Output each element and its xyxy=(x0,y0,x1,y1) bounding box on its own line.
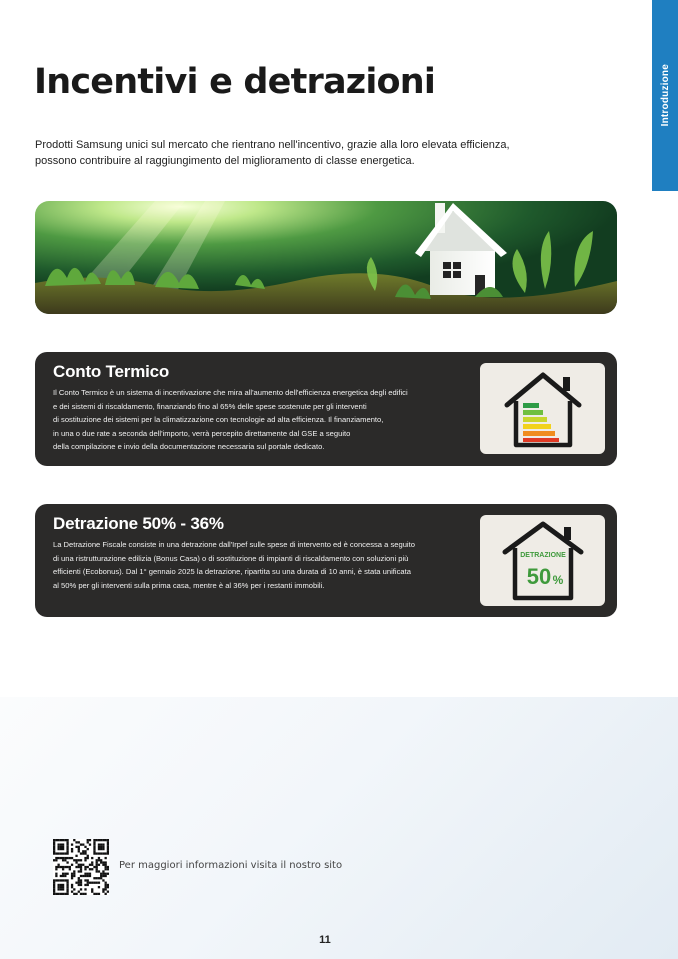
text-line: in una o due rate a seconda dell'importo, verrà percepito direttamente dal GSE a seguito xyxy=(53,428,351,438)
text-line: efficienti (Ecobonus). Dal 1° gennaio 2025 la detrazione, ripartita su una durata di 10 anni, è stata unificata xyxy=(53,567,411,577)
qr-code[interactable] xyxy=(53,839,109,900)
energy-icon-box xyxy=(480,363,605,454)
conto-termico-title: Conto Termico xyxy=(53,362,170,381)
detrazione-icon-label: DETRAZIONE xyxy=(519,551,566,559)
qr-code-icon xyxy=(53,839,109,895)
text-line: La Detrazione Fiscale consiste in una detrazione dall'Irpef sulle spese di intervento ed è concessa a seguito xyxy=(53,540,415,549)
intro-text xyxy=(35,137,555,169)
detrazione-title: Detrazione 50% - 36% xyxy=(53,514,224,533)
text-line: della compilazione e invio della documentazione necessaria sul portale dedicato. xyxy=(53,442,325,452)
page-number: 11 xyxy=(319,934,331,946)
section-tab-label: Introduzione xyxy=(659,64,671,127)
hero-image xyxy=(35,201,617,314)
detrazione-card xyxy=(35,504,617,617)
house-detrazione-icon xyxy=(501,520,585,602)
text-line: di sostituzione dei sistemi per la climatizzazione con tecnologie ad alta efficienza. Il finanziamento, xyxy=(53,415,384,425)
qr-caption[interactable]: Per maggiori informazioni visita il nostro sito xyxy=(119,860,343,871)
section-tab[interactable] xyxy=(652,0,678,191)
text-line: e dei sistemi di riscaldamento, finanziando fino al 65% delle spese sostenute per gli interventi xyxy=(53,401,367,411)
footer-background xyxy=(0,697,678,959)
intro-line-2: possono contribuire al raggiungimento del miglioramento di classe energetica. xyxy=(35,155,415,167)
house-in-nature-illustration xyxy=(35,201,617,314)
detrazione-icon-box xyxy=(480,515,605,606)
page-title: Incentivi e detrazioni xyxy=(34,62,436,102)
conto-termico-text xyxy=(53,386,473,454)
conto-termico-card xyxy=(35,352,617,466)
text-line: di una ristrutturazione edilizia (Bonus Casa) o di sostituzione di impianti di riscaldamento con soluzioni più xyxy=(53,553,409,563)
detrazione-icon-unit: % xyxy=(552,572,563,587)
intro-line-1: Prodotti Samsung unici sul mercato che rientrano nell'incentivo, grazie alla loro elevata efficienza, xyxy=(35,139,510,151)
house-energy-label-icon xyxy=(503,369,583,449)
text-line: al 50% per gli interventi sulla prima casa, mentre è al 36% per i restanti immobili. xyxy=(53,580,325,590)
detrazione-text xyxy=(53,538,473,592)
detrazione-icon-value: 50 xyxy=(526,563,551,589)
text-line: Il Conto Termico è un sistema di incentivazione che mira all'aumento dell'efficienza energetica degli edifici xyxy=(53,388,408,397)
